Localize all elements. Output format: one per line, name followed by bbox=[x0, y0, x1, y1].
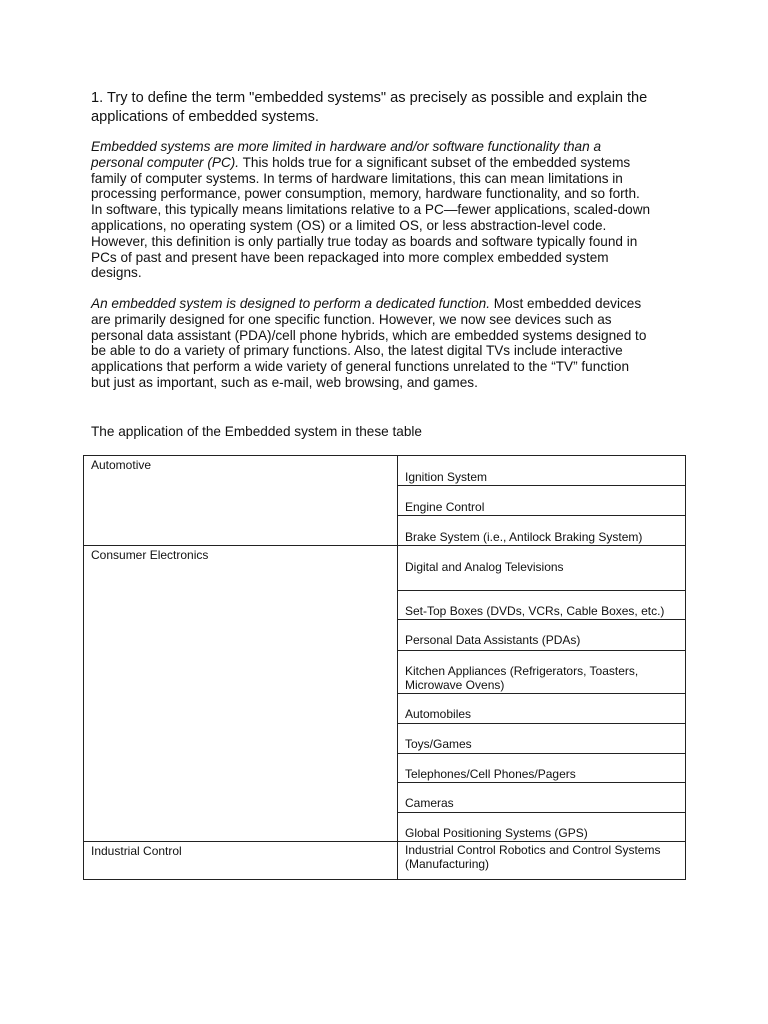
application-cell bbox=[398, 694, 686, 724]
application-label: Ignition System bbox=[405, 470, 488, 484]
table-row bbox=[84, 842, 686, 880]
application-cell bbox=[398, 842, 686, 880]
table-intro: The application of the Embedded system in these table bbox=[91, 424, 422, 439]
application-label: Global Positioning Systems (GPS) bbox=[405, 826, 588, 840]
application-cell bbox=[398, 456, 686, 486]
question-heading: 1. Try to define the term "embedded systems" as precisely as possible and explain the applications of embedded systems. bbox=[91, 90, 648, 125]
application-label: Industrial Control Robotics and Control Systems (Manufacturing) bbox=[405, 843, 661, 871]
application-label: Engine Control bbox=[405, 500, 485, 514]
application-cell bbox=[398, 620, 686, 651]
application-cell bbox=[398, 813, 686, 842]
category-cell: Industrial Control bbox=[84, 842, 398, 880]
application-cell bbox=[398, 754, 686, 783]
paragraph-2-lead: An embedded system is designed to perform a dedicated function. bbox=[91, 296, 490, 311]
category-cell: Automotive bbox=[84, 456, 398, 546]
paragraph-1-body: This holds true for a significant subset of the embedded systems family of computer systems. In terms of hardware limitations, this can mean limitations in processing performance, power consumption, memory, hardware functionality, and so forth. In software, this typically means limitations relative to a PC—fewer applications, scaled-down applications, no operating system (OS) or a limited OS, or less abstraction-level code. However, this definition is only partially true today as boards and software typically found in PCs of past and present have been repackaged into more complex embedded system designs. bbox=[91, 154, 651, 281]
application-label: Kitchen Appliances (Refrigerators, Toasters, Microwave Ovens) bbox=[405, 664, 639, 692]
application-label: Brake System (i.e., Antilock Braking System) bbox=[405, 530, 643, 544]
application-cell bbox=[398, 591, 686, 620]
applications-table bbox=[83, 455, 686, 880]
application-cell bbox=[398, 651, 686, 694]
application-label: Toys/Games bbox=[405, 737, 472, 751]
table-row bbox=[84, 546, 686, 591]
application-label: Personal Data Assistants (PDAs) bbox=[405, 633, 581, 647]
application-cell bbox=[398, 546, 686, 591]
application-label: Cameras bbox=[405, 796, 454, 810]
application-cell bbox=[398, 783, 686, 813]
application-cell bbox=[398, 486, 686, 516]
application-label: Set-Top Boxes (DVDs, VCRs, Cable Boxes, etc.) bbox=[405, 604, 665, 618]
application-label: Digital and Analog Televisions bbox=[405, 560, 564, 574]
definition-paragraph-2 bbox=[91, 296, 651, 391]
application-cell bbox=[398, 516, 686, 546]
paragraph-1-lead: Embedded systems are more limited in hardware and/or software functionality than a personal computer (PC). bbox=[91, 139, 602, 170]
application-label: Telephones/Cell Phones/Pagers bbox=[405, 767, 576, 781]
category-cell: Consumer Electronics bbox=[84, 546, 398, 842]
table-row bbox=[84, 456, 686, 486]
definition-paragraph-1 bbox=[91, 139, 651, 281]
paragraph-2-body: Most embedded devices are primarily designed for one specific function. However, we now see devices such as personal data assistant (PDA)/cell phone hybrids, which are embedded systems designed to be able to do a variety of primary functions. Also, the latest digital TVs include interactive applications that perform a wide variety of general functions unrelated to the “TV” function but just as important, such as e-mail, web browsing, and games. bbox=[91, 296, 647, 390]
application-label: Automobiles bbox=[405, 707, 472, 721]
application-cell bbox=[398, 724, 686, 754]
